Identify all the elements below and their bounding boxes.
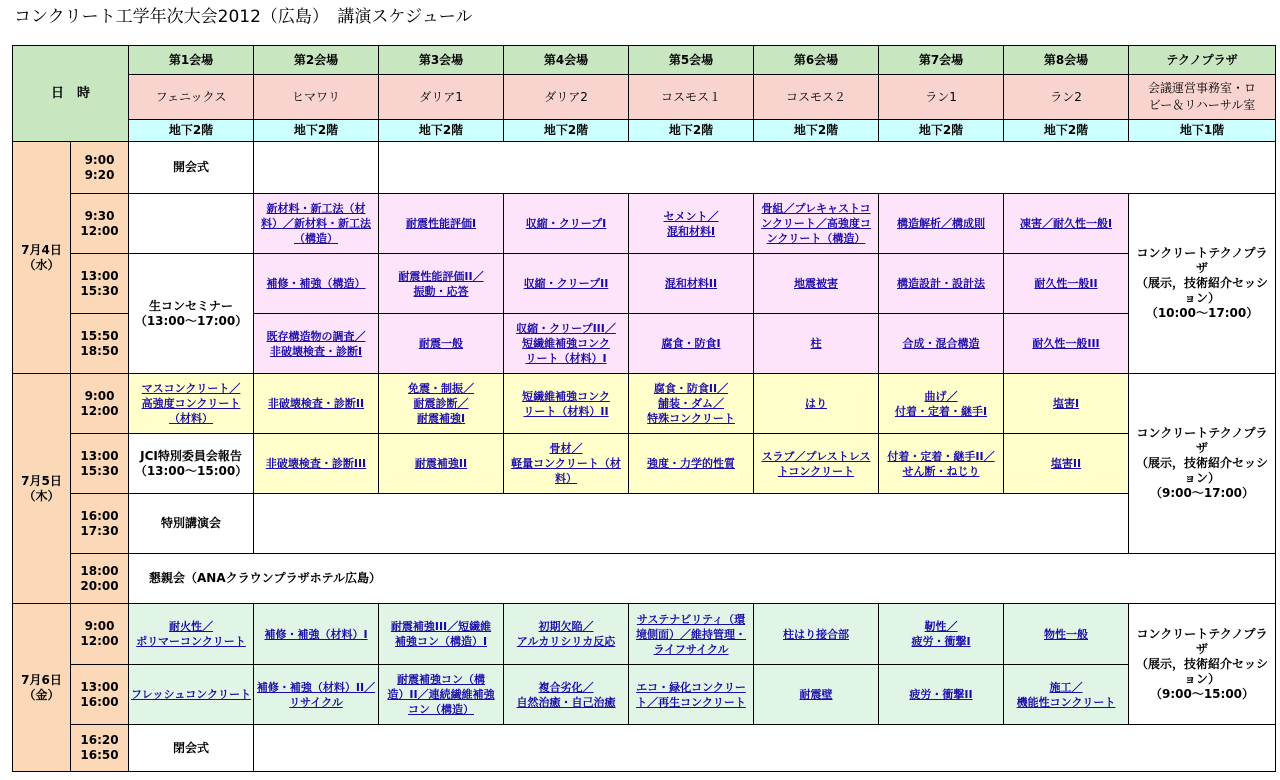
- session-cell[interactable]: [1004, 434, 1129, 494]
- session-link-line[interactable]: 補修・補強（構造）: [266, 277, 366, 290]
- session-cell[interactable]: [754, 314, 879, 374]
- technoplaza-cell-line: コンクリートテクノプラザ: [1136, 426, 1268, 455]
- session-link-line[interactable]: 収縮・クリープIII／: [516, 322, 616, 335]
- room-name-line: ダリア1: [419, 89, 463, 104]
- technoplaza-cell-line: （9:00～15:00）: [1149, 686, 1255, 701]
- time-cell-line: 9:00: [84, 619, 115, 633]
- session-cell[interactable]: [504, 665, 629, 725]
- floor-label: 地下2階: [504, 120, 629, 142]
- session-link-line[interactable]: 非破壊検査・診断I: [269, 344, 363, 358]
- room-name: [129, 75, 254, 120]
- session-cell[interactable]: [504, 374, 629, 434]
- session-cell[interactable]: [1004, 374, 1129, 434]
- session-cell[interactable]: [379, 194, 504, 254]
- time-cell-line: 13:00: [80, 268, 119, 283]
- session-cell[interactable]: [254, 374, 379, 434]
- session-link-line[interactable]: 耐震補強I: [416, 412, 466, 425]
- floor-label: 地下1階: [1129, 120, 1276, 142]
- session-cell[interactable]: [1004, 314, 1129, 374]
- time-cell-line: 18:00: [80, 563, 119, 578]
- session-link-line[interactable]: 収縮・クリープII: [523, 277, 609, 290]
- empty-cell: [379, 142, 1276, 194]
- time-cell-line: 12:00: [80, 223, 119, 238]
- session-cell[interactable]: [879, 314, 1004, 374]
- session-cell[interactable]: [129, 374, 254, 434]
- time-cell: [71, 374, 129, 434]
- session-link-line[interactable]: 骨組／プレキャストコ: [761, 202, 871, 215]
- hall-name: 第2会場: [254, 46, 379, 75]
- session-link-line[interactable]: （構造）: [294, 232, 339, 245]
- hall-name: 第1会場: [129, 46, 254, 75]
- jci-report-cell-line: （13:00～15:00）: [134, 463, 248, 478]
- session-cell[interactable]: [879, 434, 1004, 494]
- session-link-line[interactable]: 構造設計・設計法: [897, 277, 986, 290]
- session-link-line[interactable]: 耐震一般: [419, 337, 464, 350]
- session-link-line[interactable]: 造）II／連続繊維補強: [387, 688, 495, 701]
- time-cell-line: 18:50: [80, 343, 119, 358]
- session-link-line[interactable]: 強度・力学的性質: [647, 457, 736, 470]
- session-link-line[interactable]: 短繊維補強コンク: [522, 337, 610, 350]
- date-cell-line: 7月5日: [21, 473, 62, 488]
- session-link-line[interactable]: 腐食・防食II／: [653, 382, 729, 395]
- session-link-line[interactable]: 地震被害: [794, 277, 839, 290]
- session-link-line[interactable]: 非破壊検査・診断III: [265, 457, 367, 470]
- session-cell[interactable]: [1004, 254, 1129, 314]
- time-cell-line: 9:20: [84, 167, 115, 182]
- session-link-line[interactable]: せん断・ねじり: [902, 464, 980, 478]
- session-cell[interactable]: [629, 254, 754, 314]
- session-link-line[interactable]: ライフサイクル: [653, 642, 729, 656]
- room-name-line: 会議運営事務室・ロ: [1148, 81, 1257, 95]
- room-name: [254, 75, 379, 120]
- session-link-line[interactable]: 収縮・クリープI: [525, 217, 607, 230]
- floor-label: 地下2階: [754, 120, 879, 142]
- session-link-line[interactable]: サステナビリティ（環: [636, 612, 746, 626]
- session-cell[interactable]: [379, 434, 504, 494]
- date-cell: [13, 142, 71, 374]
- closing-ceremony: 閉会式: [129, 725, 254, 772]
- session-cell[interactable]: [379, 604, 504, 665]
- room-name-line: コスモス１: [661, 89, 722, 104]
- session-cell[interactable]: [254, 254, 379, 314]
- session-cell[interactable]: [254, 434, 379, 494]
- session-cell[interactable]: [504, 314, 629, 374]
- date-cell-line: （水）: [23, 257, 60, 272]
- page-title: コンクリート工学年次大会2012（広島） 講演スケジュール: [14, 7, 473, 27]
- session-link-line[interactable]: 軽量コンクリート（材: [511, 457, 621, 470]
- session-link-line[interactable]: トコンクリート: [777, 464, 855, 478]
- floor-label: 地下2階: [379, 120, 504, 142]
- session-link-line[interactable]: 耐震性能評価I: [405, 217, 477, 230]
- session-link-line[interactable]: セメント／: [663, 209, 719, 223]
- session-link-line[interactable]: 物性一般: [1044, 627, 1089, 641]
- session-link-line[interactable]: 耐震診断／: [413, 397, 469, 410]
- session-cell[interactable]: [754, 194, 879, 254]
- session-link-line[interactable]: 曲げ／: [924, 389, 958, 403]
- session-link-line[interactable]: リサイクル: [289, 695, 343, 709]
- time-cell-line: 16:50: [80, 748, 119, 762]
- session-link-line[interactable]: ポリマーコンクリート: [136, 635, 246, 648]
- hall-name: テクノプラザ: [1129, 46, 1276, 75]
- session-cell[interactable]: [629, 434, 754, 494]
- session-cell[interactable]: [129, 665, 254, 725]
- floor-label: 地下2階: [879, 120, 1004, 142]
- session-link-line[interactable]: 複合劣化／: [538, 680, 594, 694]
- session-link-line[interactable]: 混和材料I: [666, 224, 716, 238]
- empty-cell: [254, 142, 379, 194]
- room-name-line: ダリア2: [544, 89, 588, 104]
- room-name: [629, 75, 754, 120]
- time-cell-line: 15:30: [80, 283, 119, 298]
- date-cell-line: 7月6日: [21, 672, 62, 687]
- session-link-line[interactable]: 高強度コンクリート: [141, 397, 241, 410]
- session-cell[interactable]: [629, 374, 754, 434]
- session-link-line[interactable]: 耐火性／: [169, 620, 214, 633]
- floor-label: 地下2階: [1004, 120, 1129, 142]
- technoplaza-cell-line: （展示，技術紹介セッション）: [1136, 456, 1269, 485]
- time-cell-line: 13:00: [80, 448, 119, 463]
- time-cell-line: 9:30: [84, 208, 115, 223]
- session-link-line[interactable]: マスコンクリート／: [141, 382, 241, 395]
- date-cell-line: （木）: [23, 488, 60, 503]
- technoplaza-cell-line: （展示，技術紹介セッション）: [1136, 656, 1269, 686]
- session-link-line[interactable]: 初期欠陥／: [538, 620, 594, 633]
- room-name: [379, 75, 504, 120]
- session-link-line[interactable]: 舗装・ダム／: [658, 397, 725, 410]
- session-link-line[interactable]: 既存構造物の調査／: [266, 329, 366, 343]
- time-cell: [71, 554, 129, 604]
- session-link-line[interactable]: ト／再生コンクリート: [636, 695, 746, 709]
- session-link-line[interactable]: 自然治癒・自己治癒: [516, 695, 616, 709]
- time-cell-line: 16:00: [80, 508, 119, 523]
- technoplaza-cell-line: （10:00～17:00）: [1145, 306, 1259, 320]
- session-link-line[interactable]: リート（材料）I: [525, 352, 607, 365]
- time-cell-line: 15:50: [80, 328, 119, 343]
- session-link-line[interactable]: 補修・補強（材料）I: [264, 627, 368, 641]
- floor-label: 地下2階: [629, 120, 754, 142]
- room-name-line: フェニックス: [155, 89, 227, 104]
- session-link-line[interactable]: リート（材料）II: [523, 404, 609, 418]
- room-name: [1004, 75, 1129, 120]
- session-link-line[interactable]: 付着・定着・継手II／: [887, 449, 995, 463]
- hall-name: 第5会場: [629, 46, 754, 75]
- time-cell-line: 17:30: [80, 523, 119, 538]
- session-cell[interactable]: [629, 314, 754, 374]
- technoplaza-cell: [1129, 194, 1276, 374]
- session-cell[interactable]: [129, 604, 254, 665]
- room-name-line: ラン1: [925, 89, 957, 104]
- hall-name: 第4会場: [504, 46, 629, 75]
- session-link-line[interactable]: 料）: [555, 472, 578, 485]
- session-link-line[interactable]: 靭性／: [924, 620, 958, 633]
- session-link-line[interactable]: 合成・混合構造: [902, 337, 980, 350]
- session-link-line[interactable]: 構造解析／構成則: [897, 217, 986, 230]
- time-cell: [71, 494, 129, 554]
- time-cell: [71, 434, 129, 494]
- date-cell: [13, 374, 71, 604]
- hall-name: 第8会場: [1004, 46, 1129, 75]
- room-name: [754, 75, 879, 120]
- technoplaza-cell: [1129, 604, 1276, 725]
- session-link-line[interactable]: 塩害II: [1050, 457, 1082, 470]
- session-cell[interactable]: [504, 604, 629, 665]
- session-cell[interactable]: [879, 665, 1004, 725]
- session-link-line[interactable]: コン（構造）: [408, 703, 475, 716]
- empty-cell: [254, 725, 1276, 772]
- technoplaza-cell-line: （9:00～17:00）: [1149, 486, 1255, 500]
- floor-label: 地下2階: [254, 120, 379, 142]
- session-link-line[interactable]: 疲労・衝撃I: [911, 635, 971, 648]
- technoplaza-cell-line: コンクリートテクノプラザ: [1136, 626, 1268, 656]
- session-link-line[interactable]: （材料）: [169, 412, 214, 425]
- session-cell[interactable]: [379, 254, 504, 314]
- session-cell[interactable]: [629, 604, 754, 665]
- time-cell: [71, 254, 129, 314]
- date-cell-line: （金）: [23, 687, 60, 702]
- session-link-line[interactable]: 補修・補強（材料）II／: [256, 680, 376, 694]
- session-link-line[interactable]: アルカリシリカ反応: [516, 635, 616, 648]
- session-cell[interactable]: [754, 434, 879, 494]
- session-link-line[interactable]: 耐震補強III／短繊維: [390, 620, 492, 633]
- session-cell[interactable]: [379, 665, 504, 725]
- session-link-line[interactable]: 耐震補強コン（構: [397, 673, 486, 686]
- session-cell[interactable]: [1004, 665, 1129, 725]
- session-link-line[interactable]: 耐震壁: [799, 688, 833, 701]
- session-cell[interactable]: [629, 665, 754, 725]
- time-cell-line: 15:30: [80, 463, 119, 478]
- session-link-line[interactable]: 施工／: [1049, 680, 1083, 694]
- session-cell[interactable]: [754, 604, 879, 665]
- room-name-line: コスモス２: [786, 89, 847, 104]
- time-cell-line: 12:00: [80, 403, 119, 418]
- session-link-line[interactable]: 料）／新材料・新工法: [261, 217, 372, 230]
- seminar-cell-line: 生コンセミナー: [149, 298, 234, 313]
- session-link-line[interactable]: 非破壊検査・診断II: [267, 397, 365, 410]
- time-cell-line: 16:20: [80, 733, 119, 747]
- session-cell[interactable]: [504, 434, 629, 494]
- session-cell[interactable]: [379, 374, 504, 434]
- session-link-line[interactable]: 新材料・新工法（材: [266, 202, 366, 215]
- date-cell: [13, 604, 71, 772]
- session-link-line[interactable]: 耐久性一般III: [1032, 337, 1100, 350]
- session-cell[interactable]: [754, 374, 879, 434]
- room-name: [879, 75, 1004, 120]
- time-cell: [71, 314, 129, 374]
- session-link-line[interactable]: フレッシュコンクリート: [131, 688, 252, 701]
- session-link-line[interactable]: 短繊維補強コンク: [522, 389, 610, 403]
- schedule-table: [12, 45, 1276, 772]
- room-name-line: ラン2: [1050, 89, 1082, 104]
- session-cell[interactable]: [254, 604, 379, 665]
- seminar-cell-line: （13:00～17:00）: [134, 313, 248, 328]
- empty-cell: [254, 494, 1129, 554]
- session-cell[interactable]: [1004, 194, 1129, 254]
- hall-name: 第7会場: [879, 46, 1004, 75]
- session-link-line[interactable]: 耐震補強II: [414, 457, 468, 470]
- session-link-line[interactable]: ンクリート／高強度コ: [761, 217, 871, 230]
- datetime-header: 日 時: [13, 46, 129, 142]
- time-cell-line: 12:00: [80, 634, 119, 648]
- session-cell[interactable]: [254, 194, 379, 254]
- session-link-line[interactable]: エコ・緑化コンクリー: [636, 680, 746, 694]
- session-cell[interactable]: [629, 194, 754, 254]
- technoplaza-cell: [1129, 374, 1276, 554]
- session-cell[interactable]: [754, 665, 879, 725]
- special-lecture-cell: 特別講演会: [129, 494, 254, 554]
- session-cell[interactable]: [879, 254, 1004, 314]
- session-cell[interactable]: [879, 374, 1004, 434]
- technoplaza-cell-line: コンクリートテクノプラザ: [1136, 246, 1268, 275]
- session-link-line[interactable]: 塩害I: [1052, 397, 1080, 410]
- banquet-cell: 懇親会（ANAクラウンプラザホテル広島）: [129, 554, 1276, 604]
- time-cell: [71, 604, 129, 665]
- session-link-line[interactable]: 混和材料II: [664, 277, 718, 290]
- room-name: [504, 75, 629, 120]
- session-link-line[interactable]: 境側面）／維持管理・: [636, 627, 747, 641]
- session-cell[interactable]: [504, 254, 629, 314]
- session-link-line[interactable]: はり: [805, 397, 828, 410]
- session-link-line[interactable]: 機能性コンクリート: [1016, 695, 1116, 709]
- time-cell-line: 9:00: [84, 388, 115, 403]
- time-cell: [71, 665, 129, 725]
- time-cell-line: 16:00: [80, 694, 119, 709]
- session-cell[interactable]: [754, 254, 879, 314]
- session-link-line[interactable]: スラブ／プレストレス: [761, 449, 871, 463]
- session-cell[interactable]: [254, 665, 379, 725]
- session-cell[interactable]: [254, 314, 379, 374]
- session-link-line[interactable]: 付着・定着・継手I: [894, 404, 988, 418]
- session-link-line[interactable]: 疲労・衝撃II: [909, 688, 973, 701]
- time-cell-line: 13:00: [80, 679, 119, 694]
- room-name: [1129, 75, 1276, 120]
- session-cell[interactable]: [379, 314, 504, 374]
- jci-report-cell-line: JCI特別委員会報告: [140, 448, 242, 463]
- opening-ceremony: 開会式: [129, 142, 254, 194]
- room-name-line: ヒマワリ: [292, 89, 341, 104]
- time-cell: [71, 194, 129, 254]
- seminar-cell: [129, 254, 254, 374]
- hall-name: 第3会場: [379, 46, 504, 75]
- time-cell-line: 20:00: [80, 578, 119, 593]
- session-link-line[interactable]: 骨材／: [549, 442, 583, 455]
- session-link-line[interactable]: 免震・制振／: [408, 382, 475, 395]
- session-link-line[interactable]: 腐食・防食I: [661, 337, 721, 350]
- time-cell: [71, 142, 129, 194]
- time-cell-line: 9:00: [84, 152, 115, 167]
- session-cell[interactable]: [879, 194, 1004, 254]
- session-link-line[interactable]: 特殊コンクリート: [647, 412, 735, 425]
- session-link-line[interactable]: 耐久性一般II: [1034, 277, 1098, 290]
- session-link-line[interactable]: 柱: [810, 337, 822, 350]
- session-link-line[interactable]: 補強コン（構造）I: [394, 635, 488, 648]
- session-link-line[interactable]: 柱はり接合部: [783, 627, 850, 641]
- room-name-line: ビー＆リハーサル室: [1148, 98, 1256, 112]
- technoplaza-cell-line: （展示，技術紹介セッション）: [1136, 276, 1269, 305]
- hall-name: 第6会場: [754, 46, 879, 75]
- floor-label: 地下2階: [129, 120, 254, 142]
- session-cell[interactable]: [504, 194, 629, 254]
- date-cell-line: 7月4日: [21, 242, 62, 257]
- time-cell: [71, 725, 129, 772]
- session-cell[interactable]: [1004, 604, 1129, 665]
- session-link-line[interactable]: ンクリート（構造）: [766, 232, 866, 245]
- session-link-line[interactable]: 耐震性能評価II／: [398, 269, 484, 283]
- session-link-line[interactable]: 凍害／耐久性一般I: [1019, 217, 1113, 230]
- empty-cell: [129, 194, 254, 254]
- session-cell[interactable]: [879, 604, 1004, 665]
- jci-report-cell: [129, 434, 254, 494]
- session-link-line[interactable]: 振動・応答: [413, 284, 469, 298]
